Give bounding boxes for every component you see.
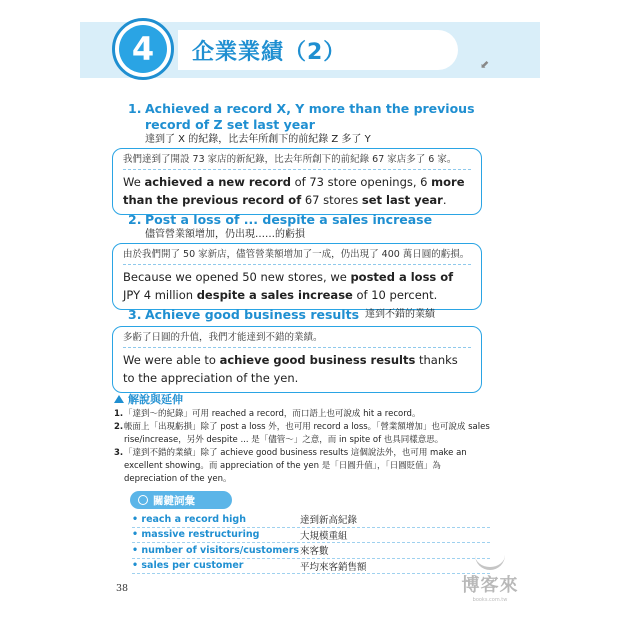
vocab-table bbox=[132, 512, 490, 574]
watermark-url: books.com.tw bbox=[472, 597, 508, 603]
page-number: 38 bbox=[116, 583, 129, 594]
phrase-heading: Post a loss of ... despite a sales increase bbox=[145, 212, 433, 227]
phrase-heading: Achieved a record X, Y more than the previous record of Z set last year bbox=[145, 101, 475, 132]
vocab-heading: 關鍵詞彙 bbox=[130, 491, 232, 509]
phrase-meaning: 達到了 X 的紀錄，比去年所創下的前紀錄 Z 多了 Y bbox=[145, 134, 371, 145]
phrase-section-2 bbox=[128, 212, 508, 242]
chapter-title: 企業業績（2） bbox=[178, 30, 458, 70]
note-item: 1. 「達到～的紀錄」可用 reached a record，而口語上也可說成 hit a record。 bbox=[114, 409, 421, 419]
example-english: We achieved a new record of 73 store openings, 6 more than the previous record of 67 stores set last year. bbox=[123, 175, 465, 207]
example-box-2 bbox=[112, 243, 482, 310]
example-english: Because we opened 50 new stores, we posted a loss of JPY 4 million despite a sales increase of 10 percent. bbox=[123, 270, 454, 302]
example-box-3 bbox=[112, 326, 482, 393]
watermark-logo: 博客來 bbox=[461, 575, 519, 596]
vocab-row: • reach a record high 達到新高紀錄 bbox=[132, 512, 490, 528]
vocab-row: • number of visitors/customers 來客數 bbox=[132, 543, 490, 559]
phrase-heading: Achieve good business results bbox=[145, 307, 360, 322]
chapter-number: 4 bbox=[119, 25, 167, 73]
lightbulb-icon bbox=[138, 495, 148, 505]
notes-title: 解說與延伸 bbox=[114, 391, 183, 407]
phrase-section-1 bbox=[128, 101, 508, 147]
example-chinese: 多虧了日圓的升值，我們才能達到不錯的業績。 bbox=[123, 330, 471, 348]
example-chinese: 我們達到了開設 73 家店的新紀錄，比去年所創下的前紀錄 67 家店多了 6 家。 bbox=[123, 152, 471, 170]
example-english: We were able to achieve good business results thanks to the appreciation of the yen. bbox=[123, 353, 458, 385]
phrase-meaning: 達到不錯的業績 bbox=[365, 309, 436, 320]
phrase-number: 1. bbox=[128, 101, 142, 116]
smile-icon bbox=[475, 549, 505, 570]
notes-list bbox=[114, 408, 494, 486]
phrase-meaning: 儘管營業額增加，仍出現……的虧損 bbox=[145, 229, 305, 240]
note-item: 3. 「達到不錯的業績」除了 achieve good business results 這個說法外，也可用 make an excellent showing。而 appreciation of the yen 是「日圓升值」，「日圓貶值」為 depreciation of the yen。 bbox=[114, 448, 467, 484]
phrase-number: 3. bbox=[128, 307, 142, 322]
vocab-row: • sales per customer 平均來客銷售額 bbox=[132, 559, 490, 575]
arrow-up-icon bbox=[114, 395, 124, 403]
watermark bbox=[455, 545, 525, 605]
example-chinese: 由於我們開了 50 家新店，儘管營業額增加了一成，仍出現了 400 萬日圓的虧損。 bbox=[123, 247, 471, 265]
note-item: 2. 帳面上「出現虧損」除了 post a loss 外，也可用 record a loss。「營業額增加」也可說成 sales rise/increase，另外 despite ... 是「儘管～」之意，而 in spite of 也具同樣意思。 bbox=[114, 422, 490, 445]
phrase-number: 2. bbox=[128, 212, 142, 227]
corner-arrow-icon: ⬋ bbox=[480, 58, 490, 71]
example-box-1 bbox=[112, 148, 482, 215]
phrase-section-3 bbox=[128, 307, 508, 323]
chapter-badge bbox=[112, 18, 174, 80]
vocab-row: • massive restructuring 大規模重組 bbox=[132, 528, 490, 544]
